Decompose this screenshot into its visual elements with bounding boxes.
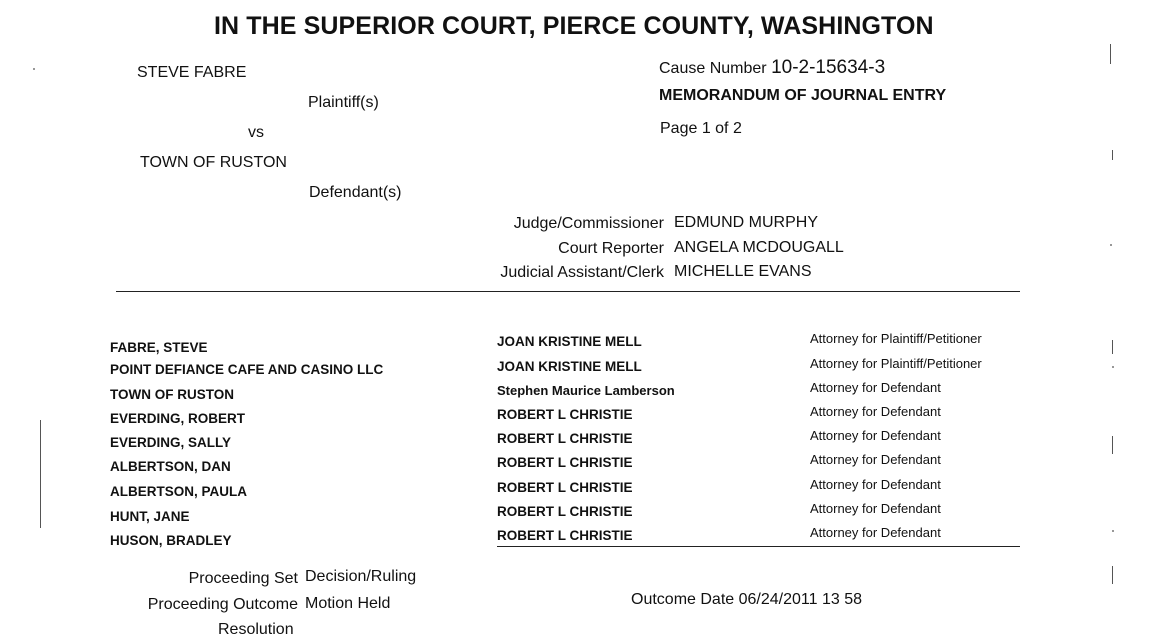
party-name: EVERDING, SALLY [110, 435, 232, 450]
party-name: TOWN OF RUSTON [110, 387, 234, 402]
proceeding-outcome-label: Proceeding Outcome [147, 596, 298, 613]
versus-label: vs [248, 124, 264, 141]
clerk-value: MICHELLE EVANS [674, 263, 812, 280]
proceeding-set-value: Decision/Ruling [305, 568, 417, 585]
judge-value: EDMUND MURPHY [674, 214, 818, 231]
table-row [0, 525, 1168, 555]
plaintiff-name: STEVE FABRE [137, 64, 247, 81]
table-row [0, 477, 1168, 506]
party-name: HUNT, JANE [110, 509, 190, 524]
party-name: ALBERTSON, DAN [110, 459, 231, 474]
attorney-role: Attorney for Defendant [810, 404, 941, 419]
attorney-role: Attorney for Defendant [810, 428, 941, 443]
reporter-value: ANGELA MCDOUGALL [674, 239, 844, 256]
party-attorney: ROBERT L CHRISTIE [497, 407, 633, 422]
defendant-name: TOWN OF RUSTON [140, 154, 287, 171]
party-name: EVERDING, ROBERT [110, 411, 246, 426]
scan-mark [1112, 340, 1113, 354]
table-row [0, 428, 1168, 457]
attorney-role: Attorney for Defendant [810, 452, 941, 467]
table-row [0, 356, 1168, 384]
cause-number-value: 10-2-15634-3 [771, 57, 886, 78]
attorney-role: Attorney for Defendant [810, 525, 941, 540]
clerk-label: Judicial Assistant/Clerk [500, 264, 664, 281]
party-attorney: JOAN KRISTINE MELL [497, 334, 642, 349]
table-row [0, 404, 1168, 433]
outcome-date-value: 06/24/2011 13 58 [738, 591, 862, 608]
party-attorney: ROBERT L CHRISTIE [497, 504, 633, 519]
table-row [0, 452, 1168, 481]
plaintiff-label: Plaintiff(s) [308, 94, 379, 111]
attorney-role: Attorney for Defendant [810, 380, 941, 395]
party-attorney: JOAN KRISTINE MELL [497, 359, 642, 374]
party-name: POINT DEFIANCE CAFE AND CASINO LLC [110, 362, 384, 377]
scan-dot [1112, 530, 1114, 532]
party-attorney: ROBERT L CHRISTIE [497, 455, 633, 470]
outcome-date [631, 591, 862, 609]
party-name: HUSON, BRADLEY [110, 533, 232, 548]
party-attorney: ROBERT L CHRISTIE [497, 528, 633, 543]
party-attorney: Stephen Maurice Lamberson [497, 383, 675, 398]
table-divider [497, 546, 1020, 547]
judge-label: Judge/Commissioner [513, 215, 664, 232]
scan-mark [1112, 436, 1113, 454]
party-name: FABRE, STEVE [110, 340, 208, 355]
party-attorney: ROBERT L CHRISTIE [497, 431, 633, 446]
scan-dot [1110, 244, 1112, 246]
scan-dot [1112, 366, 1114, 368]
attorney-role: Attorney for Plaintiff/Petitioner [810, 356, 982, 371]
proceeding-outcome-value: Motion Held [305, 595, 391, 612]
attorney-role: Attorney for Defendant [810, 501, 941, 516]
attorney-role: Attorney for Defendant [810, 477, 941, 492]
scan-mark [1112, 566, 1113, 584]
party-name: ALBERTSON, PAULA [110, 484, 247, 499]
page-indicator: Page 1 of 2 [660, 120, 742, 137]
attorney-role: Attorney for Plaintiff/Petitioner [810, 331, 982, 346]
court-title: IN THE SUPERIOR COURT, PIERCE COUNTY, WASHINGTON [214, 12, 934, 40]
party-attorney: ROBERT L CHRISTIE [497, 480, 633, 495]
proceeding-set-label: Proceeding Set [188, 570, 298, 587]
cause-number-label: Cause Number [659, 60, 767, 77]
scan-mark [1112, 150, 1113, 160]
cause-number-line [659, 57, 885, 79]
header-divider [116, 291, 1020, 292]
scan-mark [1110, 44, 1111, 64]
outcome-date-label: Outcome Date [631, 591, 735, 608]
scan-dot [33, 68, 35, 70]
table-row [0, 380, 1168, 409]
reporter-label: Court Reporter [558, 240, 664, 257]
scan-margin-line [40, 420, 41, 528]
defendant-label: Defendant(s) [309, 184, 402, 201]
document-type: MEMORANDUM OF JOURNAL ENTRY [659, 87, 947, 104]
resolution-label: Resolution [218, 621, 294, 638]
